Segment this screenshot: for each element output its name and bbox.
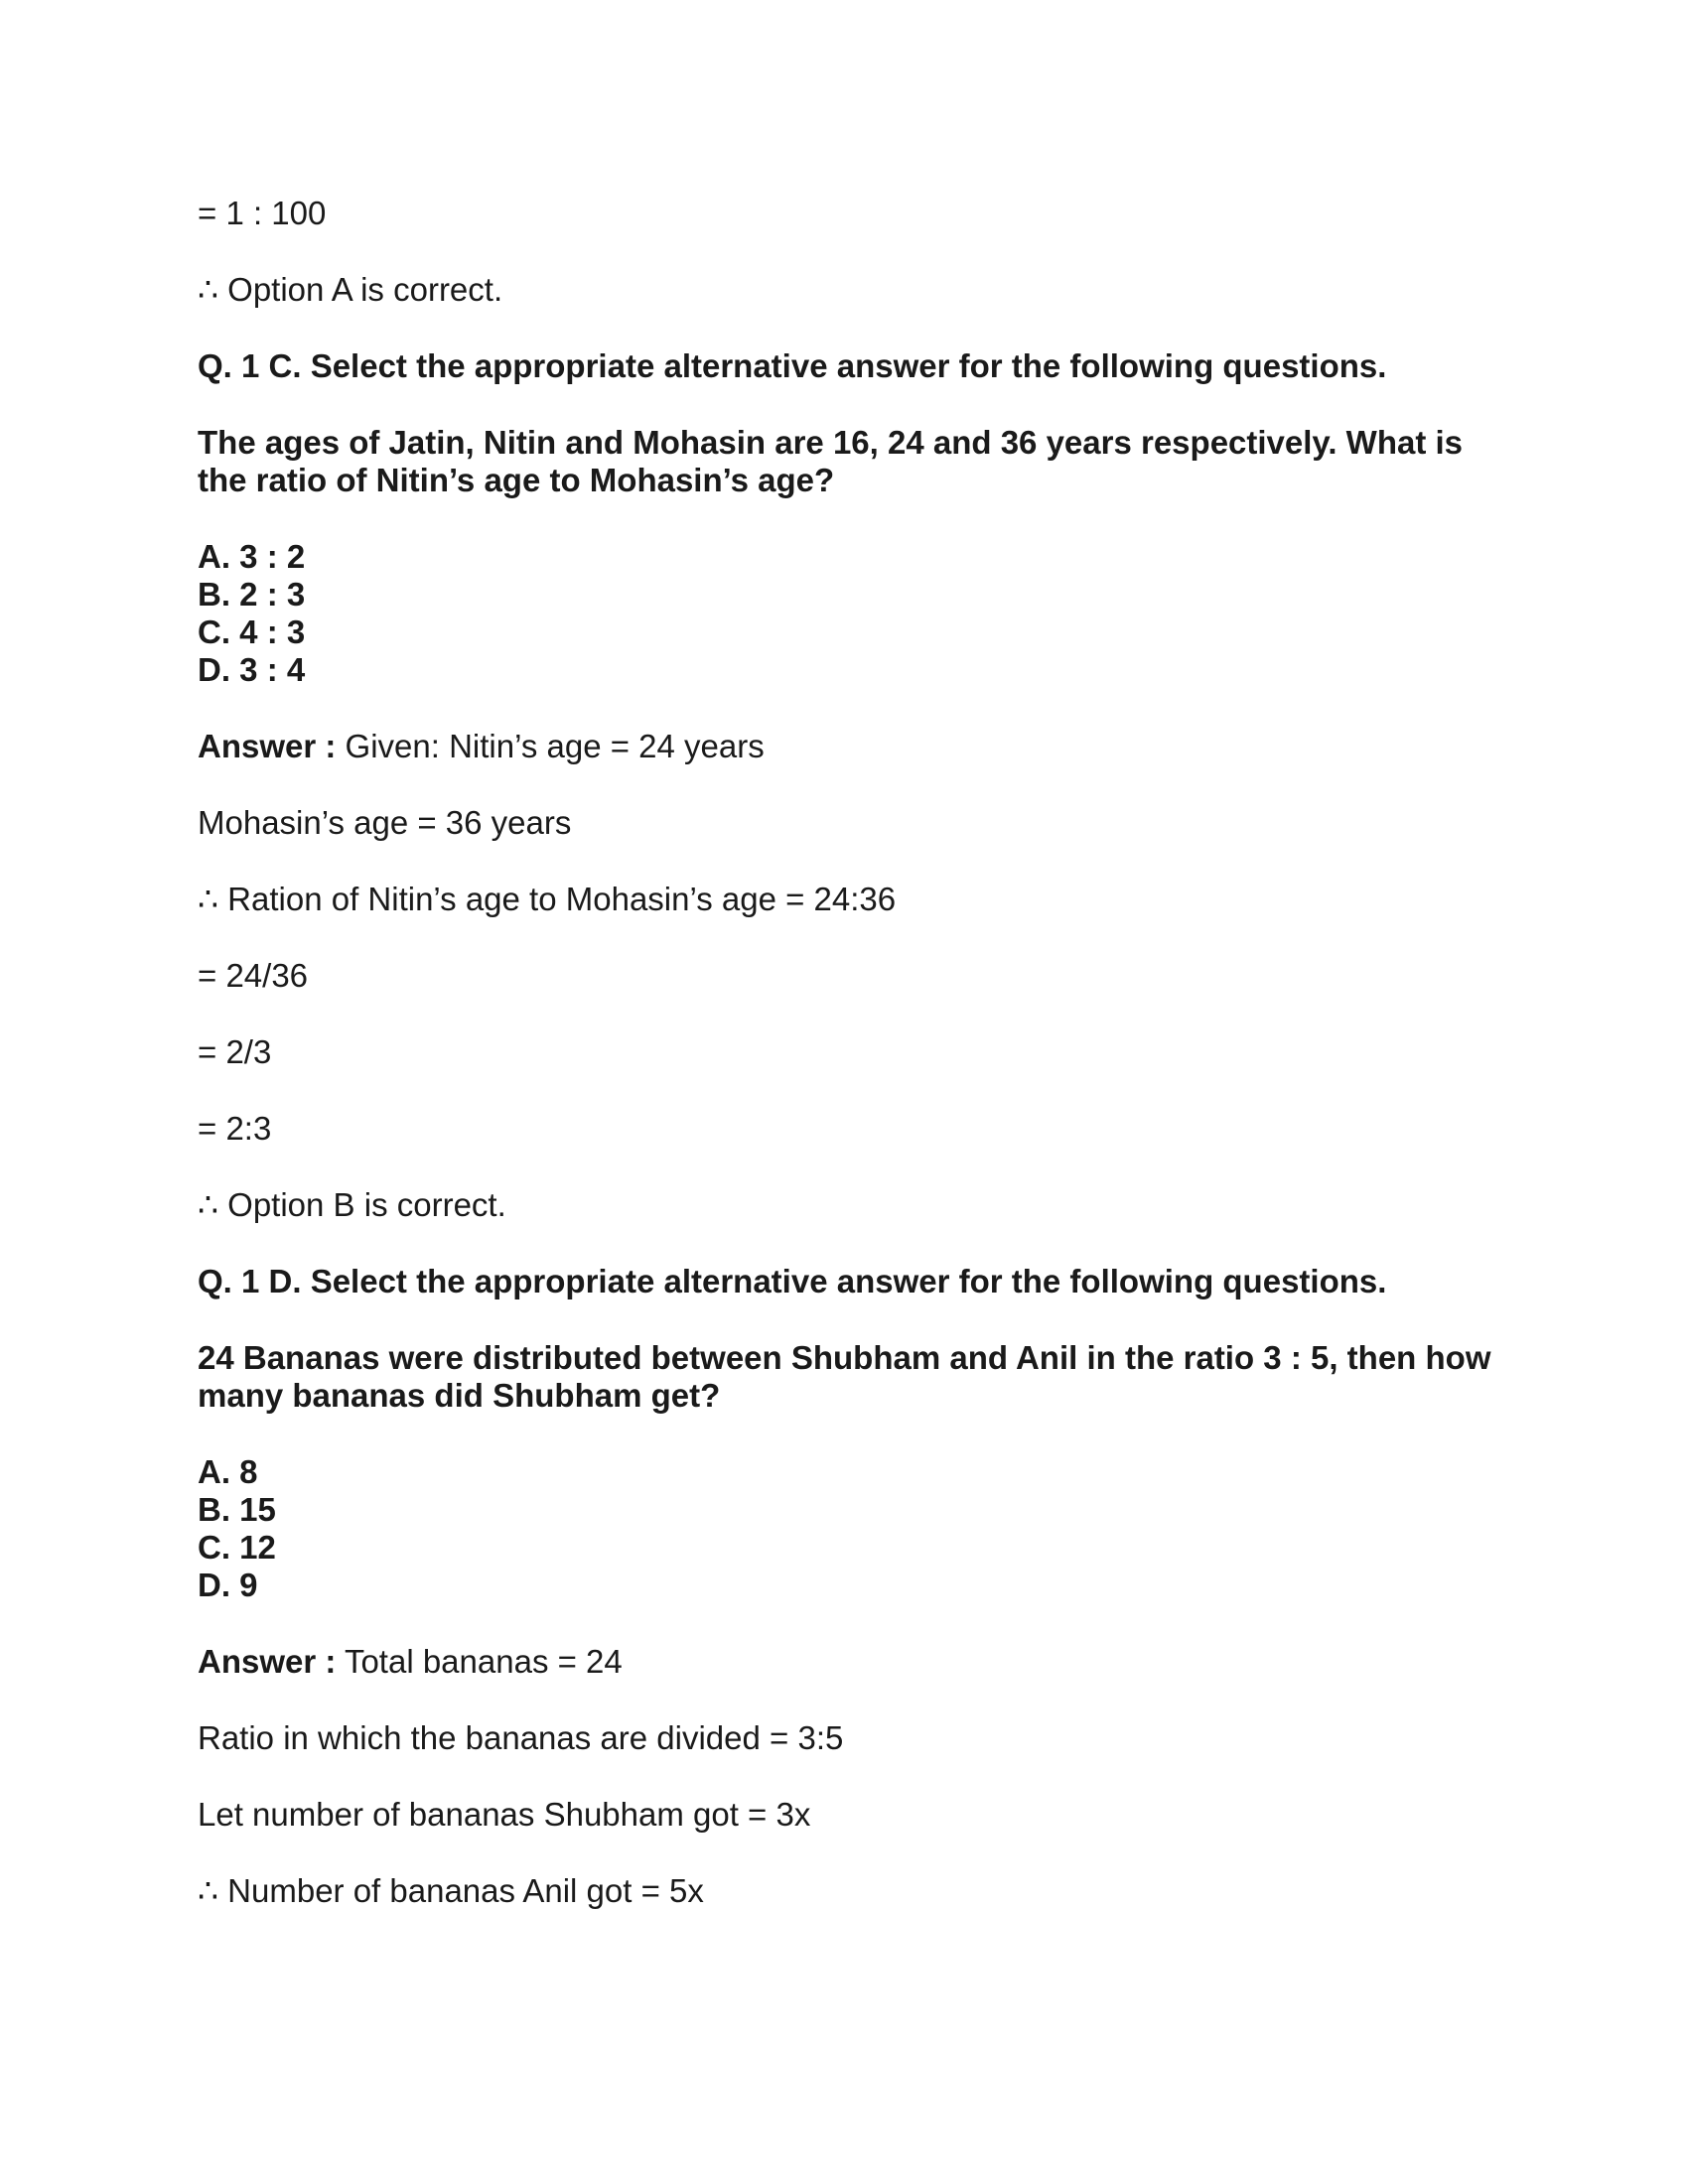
q1d-heading: Q. 1 D. Select the appropriate alternative answer for the following questions. (198, 1263, 1387, 1299)
q1c-option-d: D. 3 : 4 (198, 651, 306, 688)
q1c-step-5: = 2:3 (198, 1110, 272, 1147)
q1c-option-a: A. 3 : 2 (198, 538, 306, 575)
q1c-answer-text: Given: Nitin’s age = 24 years (336, 728, 765, 764)
q1c-answer-label: Answer : (198, 728, 337, 764)
q1c-step-6: ∴ Option B is correct. (198, 1186, 506, 1223)
q1c-answer (198, 728, 1498, 765)
q1d-options (198, 1453, 1498, 1604)
q1c-step-4: = 2/3 (198, 1033, 272, 1070)
q1d-option-a: A. 8 (198, 1453, 258, 1490)
q1d-question: 24 Bananas were distributed between Shubham and Anil in the ratio 3 : 5, then how many bananas did Shubham get? (198, 1339, 1500, 1414)
q1d-answer-label: Answer : (198, 1643, 337, 1680)
q1c-question: The ages of Jatin, Nitin and Mohasin are 16, 24 and 36 years respectively. What is the ratio of Nitin’s age to Mohasin’s age? (198, 424, 1473, 498)
q1d-answer (198, 1643, 1498, 1681)
q1c-option-b: B. 2 : 3 (198, 576, 306, 613)
q1d-option-c: C. 12 (198, 1529, 276, 1566)
q1d-step-3: ∴ Number of bananas Anil got = 5x (198, 1872, 704, 1909)
q1c-heading: Q. 1 C. Select the appropriate alternative answer for the following questions. (198, 347, 1387, 384)
q1d-answer-text: Total bananas = 24 (336, 1643, 623, 1680)
q1c-step-2: ∴ Ration of Nitin’s age to Mohasin’s age = 24:36 (198, 881, 897, 917)
document-page (198, 195, 1498, 1910)
intro-line-1: = 1 : 100 (198, 195, 327, 231)
intro-line-2: ∴ Option A is correct. (198, 271, 503, 308)
q1d-option-b: B. 15 (198, 1491, 276, 1528)
q1d-option-d: D. 9 (198, 1567, 258, 1603)
q1c-step-1: Mohasin’s age = 36 years (198, 804, 572, 841)
q1c-step-3: = 24/36 (198, 957, 309, 994)
q1c-options (198, 538, 1498, 689)
q1d-step-2: Let number of bananas Shubham got = 3x (198, 1796, 811, 1833)
q1d-step-1: Ratio in which the bananas are divided = 3:5 (198, 1719, 844, 1756)
q1c-option-c: C. 4 : 3 (198, 614, 306, 650)
